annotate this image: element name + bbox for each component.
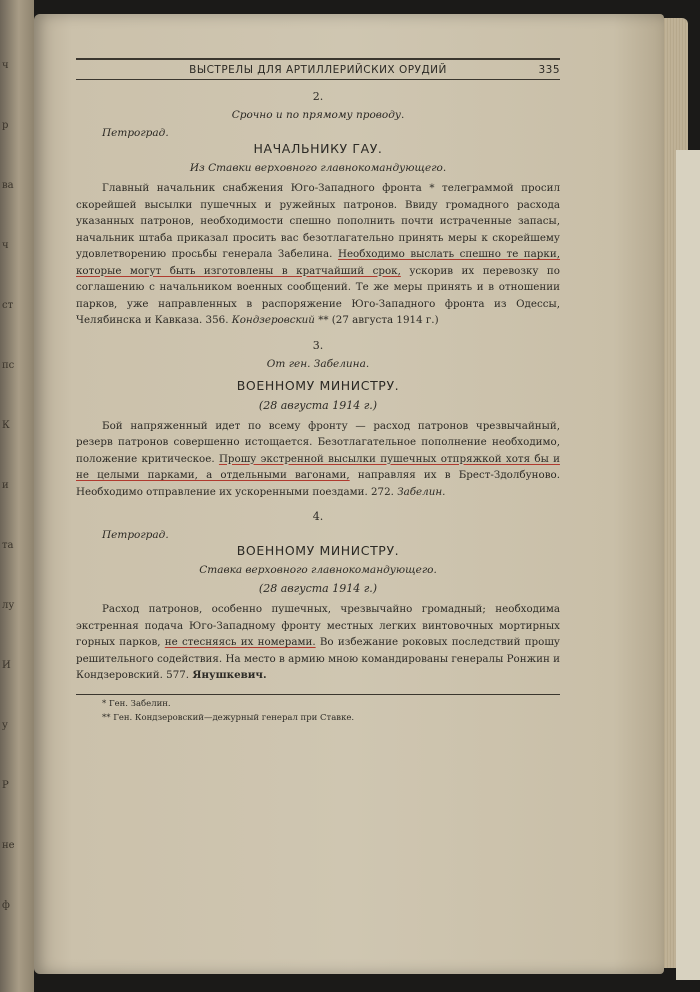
- doc4-number: 4.: [312, 510, 324, 523]
- doc4-date: (28 августа 1914 г.): [258, 582, 378, 595]
- running-head-title: ВЫСТРЕЛЫ ДЛЯ АРТИЛЛЕРИЙСКИХ ОРУДИЙ: [189, 64, 447, 76]
- footnote-2: ** Ген. Кондзеровский—дежурный генерал при Ставке.: [102, 712, 355, 723]
- doc3-number: 3.: [312, 338, 324, 352]
- doc2-number: 2.: [312, 90, 324, 103]
- doc2-text-1: Главный начальник снабжения Юго-Западного фронта * телеграммой просил скорейшей высылки пушечных и ружейных патронов. Ввиду громадного расхода указанных патронов, необходимости спешно пополнить: [76, 182, 560, 227]
- left-page-fragment: ва: [2, 180, 14, 191]
- left-page-fragment: ф: [2, 900, 10, 911]
- page-number: 335: [538, 64, 560, 76]
- doc3-signature: Забелин.: [397, 485, 446, 498]
- running-head: [76, 58, 560, 80]
- left-facing-page: [0, 0, 34, 992]
- doc2-underlined: Необходимо выслать спешно те парки, которые могут быть изготовлены в кратчайший срок,: [76, 248, 560, 277]
- page-content: [76, 58, 560, 723]
- doc4-underlined: не стесняясь их номерами.: [164, 636, 316, 648]
- doc3-from: От ген. Забелина.: [266, 357, 370, 370]
- doc3-text-1: Бой напряженный идет по всему фронту — расход патронов чрезвычайный, резерв патронов совершенно истощается. Безотлагательное: [76, 419, 560, 448]
- doc3-underlined: Прошу экстренной высылки пушечных отпряжкой хотя бы и не целыми парками, а отдельными вагонами,: [76, 452, 560, 481]
- doc4-text-4: Во избежание роковых последствий прошу решительного содействия. На место в армию мною командированы генералы Ронжин и Кондзеровский. 577.: [76, 636, 560, 681]
- doc2-text-2: почти истраченные запасы, начальник штаба приказал просить вас безотлагательно принять меры к скорейшему удовлетворению просьбы генерала Забелина.: [76, 215, 560, 260]
- doc4-text-2: винтовочных мортирных горных парков,: [76, 619, 560, 648]
- doc2-tail: ** (27 августа 1914 г.): [318, 314, 439, 326]
- doc3-date: (28 августа 1914 г.): [258, 398, 378, 412]
- left-page-fragment: та: [2, 540, 14, 551]
- footnote-1: * Ген. Забелин.: [102, 698, 171, 709]
- footnote-rule: [76, 694, 560, 695]
- left-page-fragment: И: [2, 660, 11, 671]
- doc4-from: Ставка верховного главнокомандующего.: [199, 564, 437, 576]
- doc2-body: [76, 180, 560, 329]
- doc4-text-1: Расход патронов, особенно пушечных, чрезвычайно громадный; необходима экстренная подача Юго-Западному фронту местных легких: [76, 603, 560, 632]
- left-page-fragment: ч: [2, 240, 9, 251]
- doc2-place: Петроград.: [102, 127, 169, 139]
- left-page-fragment: ч: [2, 60, 9, 71]
- doc4-heading: ВОЕННОМУ МИНИСТРУ.: [236, 543, 400, 558]
- doc4-body: [76, 601, 560, 684]
- left-page-fragment: Р: [2, 780, 9, 791]
- doc3-heading: ВОЕННОМУ МИНИСТРУ.: [236, 377, 400, 393]
- doc2-text-4: ускорив их перевозку по соглашению с начальником военных сообщений. Те же меры принять и в отношении парков, уже направленных в распоряжение Юго-Западного фронта из Одессы, Челябинска и Кавказа. 356.: [76, 264, 560, 326]
- doc2-urgency: Срочно и по прямому проводу.: [231, 109, 405, 121]
- left-page-fragment: лу: [2, 600, 15, 611]
- doc2-signature: Кондзеровский: [231, 314, 315, 326]
- doc3-body: [76, 418, 560, 501]
- left-page-fragment: пс: [2, 360, 15, 371]
- left-page-fragment: К: [2, 420, 10, 431]
- left-page-fragment: не: [2, 840, 15, 851]
- doc3-text-4: направляя их в Брест-Здолбуново. Необходимо отправление их ускоренными поездами. 272.: [76, 469, 560, 498]
- left-page-fragment: ст: [2, 300, 14, 311]
- left-page-fragment: у: [2, 720, 8, 731]
- doc2-from: Из Ставки верховного главнокомандующего.: [189, 162, 447, 174]
- doc2-heading: НАЧАЛЬНИКУ ГАУ.: [253, 141, 383, 156]
- left-page-fragment: и: [2, 480, 9, 491]
- left-page-fragment: р: [2, 120, 9, 131]
- doc3-text-2: пополнение необходимо, положение критическое.: [76, 436, 560, 465]
- doc4-signature: Янушкевич.: [192, 669, 267, 681]
- doc4-place: Петроград.: [102, 529, 169, 541]
- book-page: [34, 14, 664, 974]
- paper-slip: [676, 150, 700, 980]
